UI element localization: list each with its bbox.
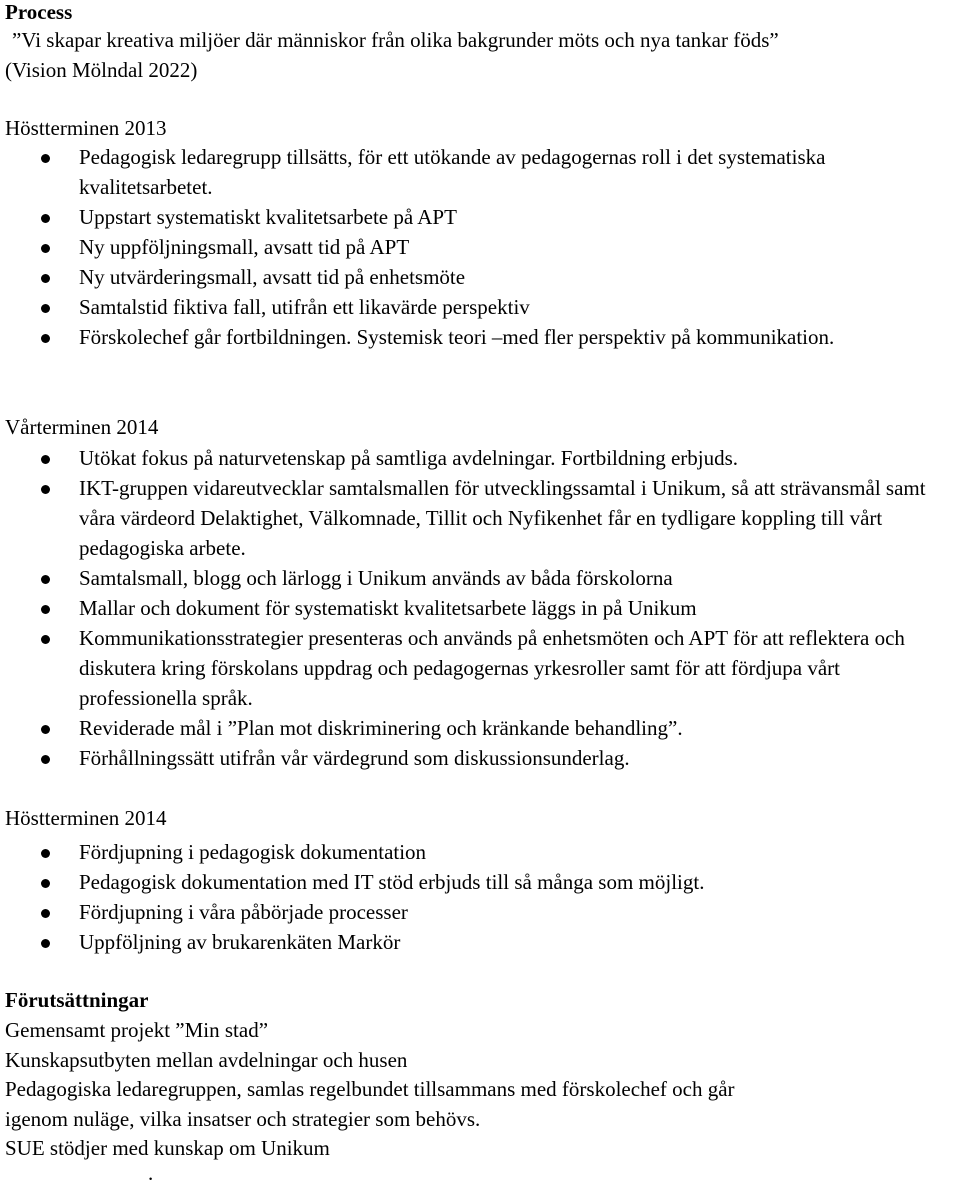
prerequisite-line: igenom nuläge, vilka insatser och strategier som behövs. <box>5 1107 481 1131</box>
list-item: Ny uppföljningsmall, avsatt tid på APT <box>0 232 960 262</box>
bullet-icon <box>41 849 50 858</box>
list-item: Fördjupning i pedagogisk dokumentation <box>0 837 960 867</box>
vision-quote: ”Vi skapar kreativa miljöer där människor från olika bakgrunder möts och nya tankar föds” <box>12 28 779 52</box>
list-item: Pedagogisk ledaregrupp tillsätts, för ett utökande av pedagogernas roll i det systematiska kvalitetsarbetet. <box>0 142 960 202</box>
spring-2014-list <box>0 443 960 773</box>
bullet-icon <box>41 214 50 223</box>
fall-2014-list <box>0 837 960 957</box>
prerequisite-line: Gemensamt projekt ”Min stad” <box>5 1018 269 1042</box>
bullet-icon <box>41 244 50 253</box>
list-item: Samtalstid fiktiva fall, utifrån ett likavärde perspektiv <box>0 292 960 322</box>
list-item: Pedagogisk dokumentation med IT stöd erbjuds till så många som möjligt. <box>0 867 960 897</box>
list-item: Förskolechef går fortbildningen. Systemisk teori –med fler perspektiv på kommunikation. <box>0 322 960 352</box>
spring-2014-title: Vårterminen 2014 <box>5 415 159 439</box>
list-item: Samtalsmall, blogg och lärlogg i Unikum används av båda förskolorna <box>0 563 960 593</box>
bullet-icon <box>41 755 50 764</box>
trailing-mark: . <box>148 1161 154 1185</box>
list-item: Förhållningssätt utifrån vår värdegrund som diskussionsunderlag. <box>0 743 960 773</box>
bullet-icon <box>41 154 50 163</box>
prerequisite-line: Kunskapsutbyten mellan avdelningar och husen <box>5 1048 408 1072</box>
bullet-icon <box>41 485 50 494</box>
bullet-icon <box>41 304 50 313</box>
bullet-icon <box>41 939 50 948</box>
bullet-icon <box>41 274 50 283</box>
prerequisites-heading: Förutsättningar <box>5 988 149 1012</box>
bullet-icon <box>41 334 50 343</box>
fall-2013-list <box>0 142 960 352</box>
list-item: Mallar och dokument för systematiskt kvalitetsarbete läggs in på Unikum <box>0 593 960 623</box>
bullet-icon <box>41 605 50 614</box>
bullet-icon <box>41 455 50 464</box>
process-heading: Process <box>5 0 73 24</box>
list-item: Uppföljning av brukarenkäten Markör <box>0 927 960 957</box>
bullet-icon <box>41 635 50 644</box>
list-item: IKT-gruppen vidareutvecklar samtalsmallen för utvecklingssamtal i Unikum, så att strävansmål samt våra värdeord Delaktighet, Välkomnade, Tillit och Nyfikenhet får en tydligare koppling till vårt pedagogiska arbete. <box>0 473 960 563</box>
list-item: Ny utvärderingsmall, avsatt tid på enhetsmöte <box>0 262 960 292</box>
list-item: Uppstart systematiskt kvalitetsarbete på APT <box>0 202 960 232</box>
bullet-icon <box>41 879 50 888</box>
bullet-icon <box>41 909 50 918</box>
list-item: Fördjupning i våra påbörjade processer <box>0 897 960 927</box>
fall-2014-title: Höstterminen 2014 <box>5 806 167 830</box>
prerequisite-line: Pedagogiska ledaregruppen, samlas regelbundet tillsammans med förskolechef och går <box>5 1077 735 1101</box>
prerequisite-line: SUE stödjer med kunskap om Unikum <box>5 1136 330 1160</box>
bullet-icon <box>41 725 50 734</box>
list-item: Utökat fokus på naturvetenskap på samtliga avdelningar. Fortbildning erbjuds. <box>0 443 960 473</box>
bullet-icon <box>41 575 50 584</box>
list-item: Kommunikationsstrategier presenteras och används på enhetsmöten och APT för att reflektera och diskutera kring förskolans uppdrag och pedagogernas yrkesroller samt för att fördjupa vårt professionella språk. <box>0 623 960 713</box>
vision-source: (Vision Mölndal 2022) <box>5 58 198 82</box>
fall-2013-title: Höstterminen 2013 <box>5 116 167 140</box>
list-item: Reviderade mål i ”Plan mot diskriminering och kränkande behandling”. <box>0 713 960 743</box>
